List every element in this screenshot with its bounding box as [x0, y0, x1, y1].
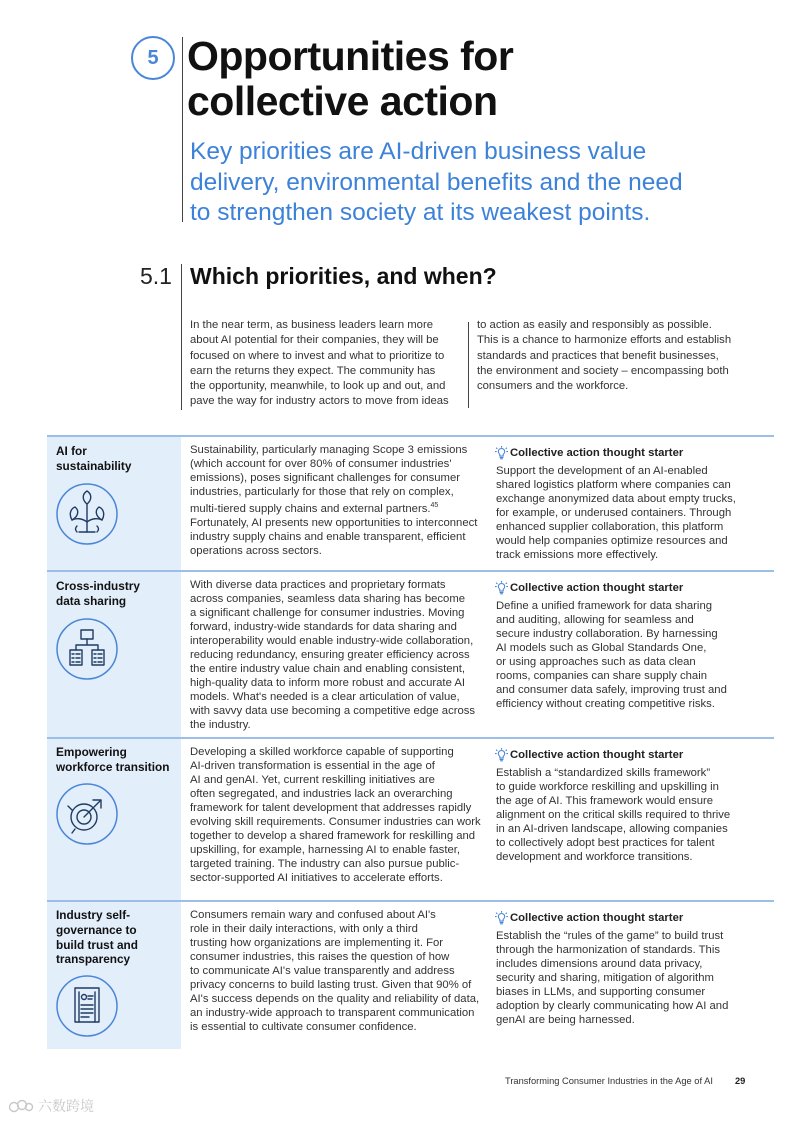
starter-body-self-governance: Establish the “rules of the game” to build trust through the harmonization of standards. This includes dimensions around data privacy, security and sharing, mitigation of algorithm biases in LLMs, and supporting consumer adoption by clearly communicating how AI and genAI are being harnessed.	[496, 930, 729, 1026]
lightbulb-icon	[495, 581, 508, 595]
starter-heading: Collective action thought starter	[495, 748, 683, 762]
row-body-self-governance: Consumers remain wary and confused about AI's role in their daily interactions, with only a third trusting how organizations are implementing it. For consumer industries, this raises the question of how to communicate AI's value transparently and address privacy concerns to build lasting trust. Given that 90% of AI's success depends on the quality and reliability of data, an industry-wide approach to transparent communication is essential to cultivate consumer confidence.	[190, 909, 480, 1033]
watermark-logo-icon	[8, 1098, 34, 1114]
title-vertical-rule	[182, 37, 183, 222]
row-label-workforce-transition: Empowering workforce transition	[56, 745, 170, 774]
starter-body-data-sharing: Define a unified framework for data sharing and auditing, allowing for seamless and secure industry collaboration. By harnessing AI models such as Global Standards One, or using approaches such as data clean rooms, companies can share supply chain and consumer data safely, improving trust and efficiency without creating competitive risks.	[496, 600, 727, 710]
starter-body-ai-sustainability: Support the development of an AI-enabled shared logistics platform where companies can exchange anonymized data about empty trucks, for example, or underused containers. Through enhanced supplier collaboration, this platform would help companies optimize resources and track emissions more effectively.	[496, 465, 736, 561]
section-vertical-rule	[181, 264, 182, 410]
chapter-number-badge: 5	[131, 36, 175, 80]
growth-arrow-icon	[55, 782, 119, 846]
intro-column-right: to action as easily and responsibly as possible. This is a chance to harmonize efforts and establish standards and practices that benefit businesses, the environment and society – encompassing both consumers and the workforce.	[477, 319, 732, 393]
plant-sprout-icon	[55, 482, 119, 546]
starter-heading: Collective action thought starter	[495, 581, 683, 595]
section-number: 5.1	[140, 263, 172, 289]
row-body-workforce-transition: Developing a skilled workforce capable of supporting AI-driven transformation is essential in the age of AI and genAI. Yet, current reskilling initiatives are often segregated, and industries lack an overarching framework for talent development that addresses rapidly evolving skill requirements. Consumer industries can work together to develop a shared framework for reskilling and upskilling, for example, harnessing AI to enable faster, targeted training. The industry can also pursue public- sector-supported AI initiatives to accelerate efforts.	[190, 746, 481, 884]
page-subtitle: Key priorities are AI-driven business value delivery, environmental benefits and the need to strengthen society at its weakest points.	[190, 138, 683, 226]
footer-publication-title: Transforming Consumer Industries in the Age of AI	[505, 1076, 713, 1086]
row-label-data-sharing: Cross-industry data sharing	[56, 579, 140, 608]
row-divider	[47, 900, 774, 902]
section-title: Which priorities, and when?	[190, 263, 497, 289]
row-label-self-governance: Industry self- governance to build trust and transparency	[56, 908, 138, 967]
footer-page-number: 29	[735, 1076, 746, 1086]
lightbulb-icon	[495, 748, 508, 762]
row-divider	[47, 435, 774, 437]
row-body-ai-sustainability: Sustainability, particularly managing Scope 3 emissions (which account for over 80% of consumer industries' emissions), poses significant challenges for consumer industries, particularly for those that rely on complex, multi-tiered supply chains and external partners.$^{45}$ Fortunately, AI presents new opportunities to interconnect industry supply chains and enable transparent, efficient operations across sectors.	[190, 444, 478, 557]
row-body-data-sharing: With diverse data practices and proprietary formats across companies, seamless data sharing has become a significant challenge for consumer industries. Moving forward, industry-wide standards for data sharing and interoperability would enable industry-wide collaboration, reducing redundancy, ensuring greater efficiency across the entire industry value chain and enabling consistent, high-quality data to inform more robust and accurate AI models. What's needed is a clear articulation of value, with savvy data use becoming a competitive edge across the industry.	[190, 579, 476, 731]
row-label-ai-sustainability: AI for sustainability	[56, 444, 132, 473]
lightbulb-icon	[495, 446, 508, 460]
watermark: 六数跨境	[8, 1096, 94, 1116]
page-title: Opportunities for collective action	[187, 33, 514, 124]
document-badge-icon	[55, 974, 119, 1038]
row-divider	[47, 737, 774, 739]
starter-body-workforce-transition: Establish a “standardized skills framework” to guide workforce reskilling and upskilling in the age of AI. This framework would ensure alignment on the critical skills required to thrive in an AI-driven landscape, allowing companies to collectively adopt best practices for talent development and workforce transitions.	[496, 767, 731, 863]
starter-heading: Collective action thought starter	[495, 911, 683, 925]
data-hierarchy-icon	[55, 617, 119, 681]
row-divider	[47, 570, 774, 572]
starter-heading: Collective action thought starter	[495, 446, 683, 460]
intro-column-rule	[468, 322, 469, 408]
footnote-reference[interactable]: 45	[430, 502, 439, 509]
lightbulb-icon	[495, 911, 508, 925]
intro-column-left: In the near term, as business leaders learn more about AI potential for their companies, they will be focused on where to invest and what to prioritize to earn the returns they expect. The community has the opportunity, meanwhile, to look up and out, and pave the way for industry actors to move from ideas	[190, 319, 449, 408]
